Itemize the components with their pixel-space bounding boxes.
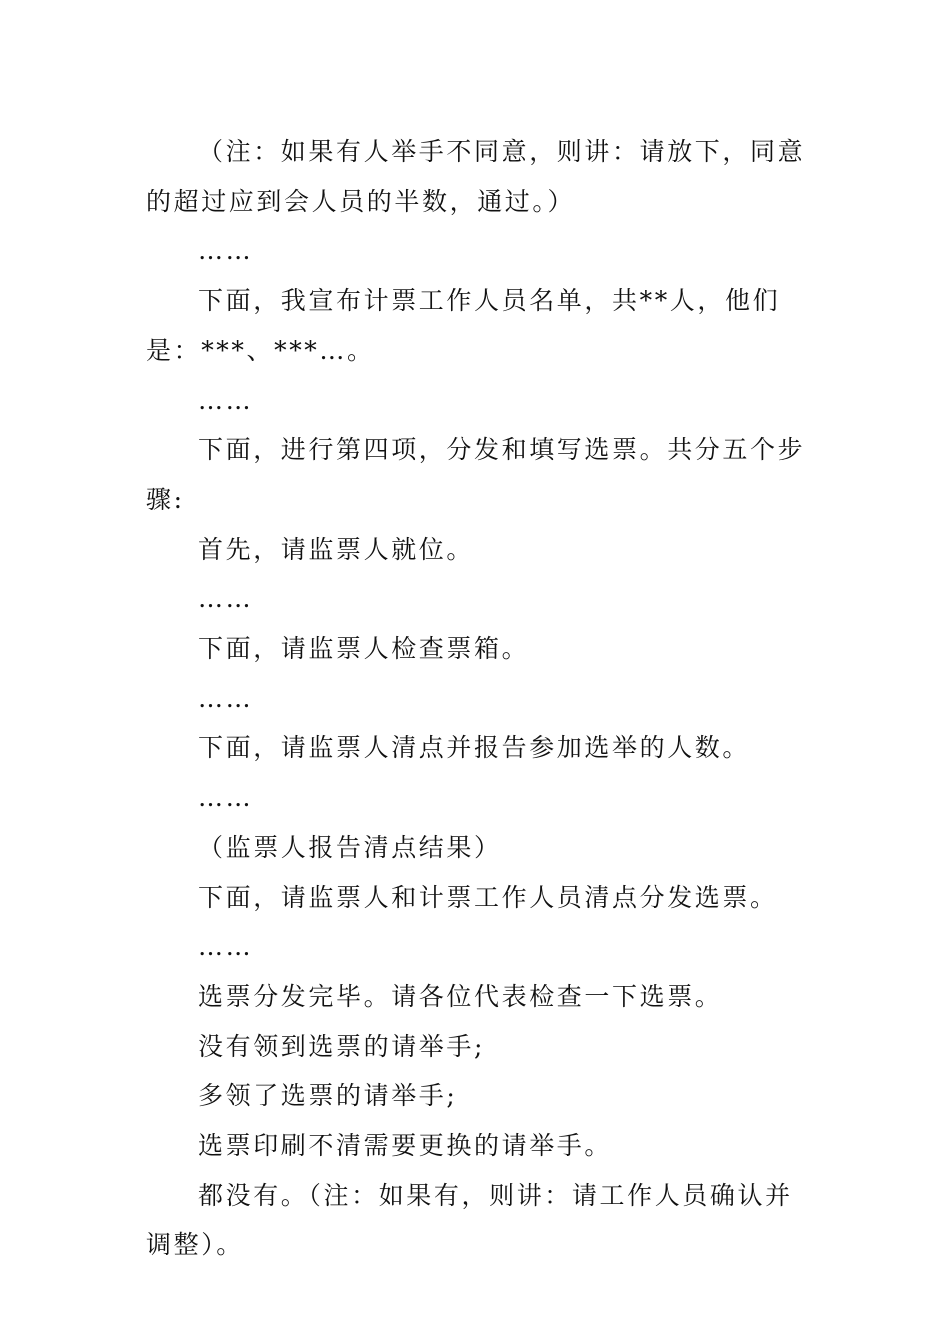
paragraph-none-note-adjust: 都没有。（注：如果有，则讲：请工作人员确认并调整）。	[146, 1180, 793, 1260]
paragraph-count-distribute-ballots: 下面，请监票人和计票工作人员清点分发选票。	[198, 882, 778, 912]
paragraph-ellipsis: ……	[198, 783, 254, 813]
paragraph-scrutineers-take-place: 首先，请监票人就位。	[198, 534, 475, 564]
paragraph-unclear-ballot-raise-hand: 选票印刷不清需要更换的请举手。	[198, 1131, 613, 1161]
paragraph-count-attendees: 下面，请监票人清点并报告参加选举的人数。	[198, 733, 751, 763]
paragraph-ellipsis: ……	[198, 385, 254, 415]
paragraph-ellipsis: ……	[198, 683, 254, 713]
paragraph-count-result-report: （监票人报告清点结果）	[198, 832, 502, 862]
paragraph-ellipsis: ……	[198, 932, 254, 962]
paragraph-item-four-ballots: 下面，进行第四项，分发和填写选票。共分五个步骤:	[146, 435, 806, 514]
paragraph-check-ballot-box: 下面，请监票人检查票箱。	[198, 634, 530, 664]
paragraph-ellipsis: ……	[198, 584, 254, 614]
document-body	[146, 127, 808, 1270]
paragraph-counting-staff-list: 下面，我宣布计票工作人员名单，共**人，他们是：***、***…。	[146, 286, 781, 365]
paragraph-ellipsis: ……	[198, 236, 254, 266]
paragraph-ballots-distributed: 选票分发完毕。请各位代表检查一下选票。	[198, 981, 723, 1011]
paragraph-note-vote-disagree: （注：如果有人举手不同意，则讲：请放下，同意的超过应到会人员的半数，通过。）	[146, 137, 806, 216]
paragraph-extra-ballot-raise-hand: 多领了选票的请举手;	[198, 1081, 458, 1111]
paragraph-no-ballot-raise-hand: 没有领到选票的请举手;	[198, 1031, 486, 1061]
